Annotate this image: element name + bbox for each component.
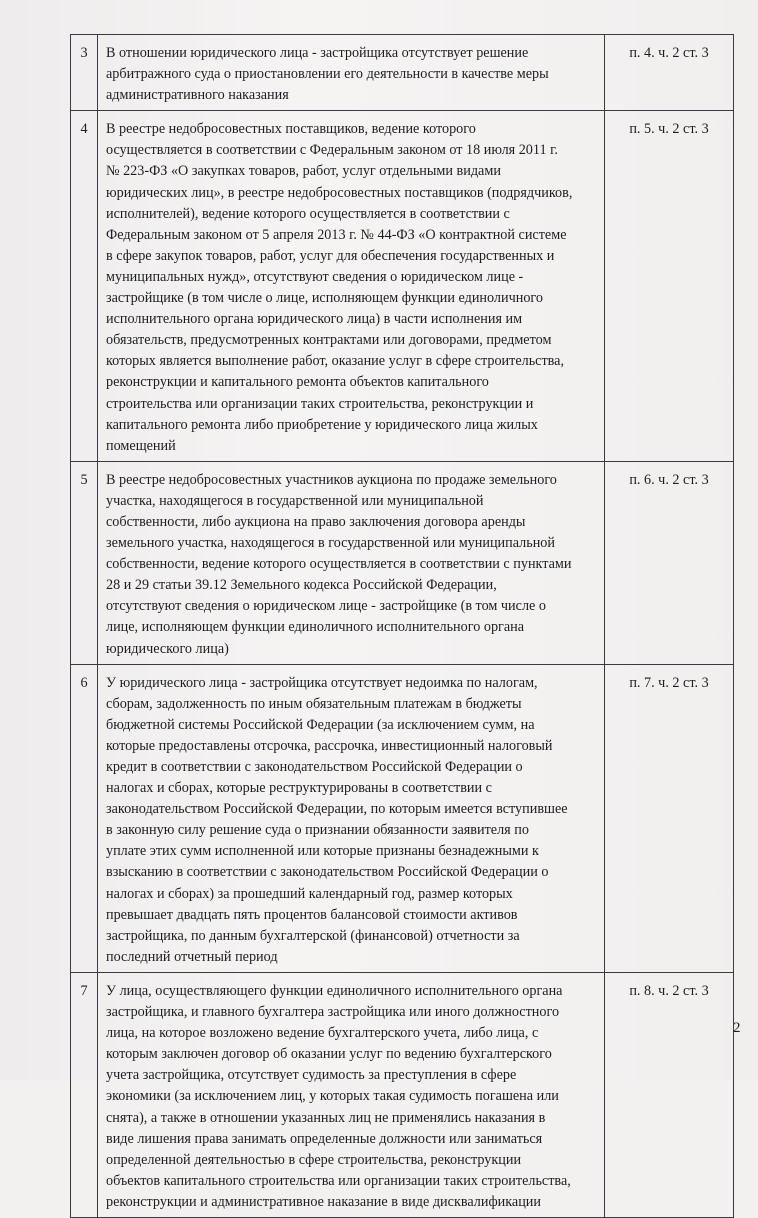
law-reference: п. 8. ч. 2 ст. 3 [605,972,734,1217]
requirement-text [98,664,605,972]
requirement-text [98,461,605,664]
text-line: застройщика, и главного бухгалтера застройщика или иного должностного [106,1004,560,1021]
text-line: У юридического лица - застройщика отсутствует недоимка по налогам, [106,674,538,691]
text-line: юридических лиц», в реестре недобросовестных поставщиков (подрядчиков, [106,184,573,201]
page-number: 2 [733,1020,741,1036]
text-line: реконструкции и административное наказание в виде дисквалификации [106,1193,541,1210]
text-line: исполнителей), ведение которого осуществляется в соответствии с [106,205,510,222]
text-line: экономики (за исключением лиц, у которых такая судимость погашена или [106,1088,559,1105]
row-number: 3 [71,35,98,111]
text-line: налогах и сборах) за прошедший календарный год, размер которых [106,885,513,902]
table-row [71,461,734,664]
text-line: земельного участка, находящегося в государственной или муниципальной [106,535,555,552]
text-line: превышает двадцать пять процентов балансовой стоимости активов [106,906,518,923]
law-reference: п. 6. ч. 2 ст. 3 [605,461,734,664]
text-line: законодательством Российской Федерации, по которым имеется вступившее [106,801,568,818]
row-number: 4 [71,111,98,462]
requirement-text [98,35,605,111]
text-line: строительства или организации таких строительства, реконструкции и [106,395,534,412]
text-line: У лица, осуществляющего функции единоличного исполнительного органа [106,982,563,999]
text-line: взысканию в соответствии с законодательством Российской Федерации о [106,864,549,881]
requirement-text [98,972,605,1217]
text-line: капитального ремонта либо приобретение у юридического лица жилых [106,416,538,433]
row-number: 6 [71,664,98,972]
row-number: 5 [71,461,98,664]
text-line: учета застройщика, отсутствует судимость за преступления в сфере [106,1067,517,1084]
text-line: 28 и 29 статьи 39.12 Земельного кодекса Российской Федерации, [106,577,497,594]
text-line: отсутствуют сведения о юридическом лице - застройщике (в том числе о [106,598,546,615]
law-reference: п. 5. ч. 2 ст. 3 [605,111,734,462]
text-line: объектов капитального строительства или организации таких строительства, [106,1172,571,1189]
text-line: осуществляется в соответствии с Федеральным законом от 18 июля 2011 г. [106,142,558,159]
row-number: 7 [71,972,98,1217]
text-line: сборам, задолженность по иным обязательным платежам в бюджеты [106,695,522,712]
text-line: которых является выполнение работ, оказание услуг в сфере строительства, [106,353,565,370]
text-line: лица, на которое возложено ведение бухгалтерского учета, либо лица, с [106,1025,539,1042]
text-line: собственности, ведение которого осуществляется в соответствии с пунктами [106,556,572,573]
text-line: Федеральным законом от 5 апреля 2013 г. № 44-ФЗ «О контрактной системе [106,226,567,243]
text-line: муниципальных нужд», отсутствуют сведения о юридическом лице - [106,268,524,285]
text-line: собственности, либо аукциона на право заключения договора аренды [106,513,526,530]
text-line: В отношении юридического лица - застройщика отсутствует решение [106,45,529,61]
text-line: помещений [106,437,176,454]
text-line: юридического лица) [106,640,229,657]
text-line: реконструкции и капитального ремонта объектов капитального [106,374,489,391]
text-line: снята), а также в отношении указанных лиц не применялись наказания в [106,1109,546,1126]
text-line: которые предоставлены отсрочка, рассрочка, инвестиционный налоговый [106,737,553,754]
text-line: в законную силу решение суда о признании обязанности заявителя по [106,822,529,839]
table-row [71,972,734,1217]
text-line: участка, находящегося в государственной или муниципальной [106,492,484,509]
text-line: в сфере закупок товаров, работ, услуг для обеспечения государственных и [106,247,555,264]
requirement-text [98,111,605,462]
requirements-table [70,34,734,1218]
text-line: № 223-ФЗ «О закупках товаров, работ, услуг отдельными видами [106,163,501,180]
text-line: В реестре недобросовестных участников аукциона по продаже земельного [106,471,557,488]
text-line: обязательств, предусмотренных контрактами или договорами, предметом [106,332,552,349]
text-line: застройщике (в том числе о лице, исполняющем функции единоличного [106,290,543,307]
table-row [71,111,734,462]
text-line: застройщика, по данным бухгалтерской (финансовой) отчетности за [106,927,520,944]
law-reference: п. 7. ч. 2 ст. 3 [605,664,734,972]
text-line: арбитражного суда о приостановлении его деятельности в качестве меры [106,66,549,83]
table-row [71,664,734,972]
law-reference: п. 4. ч. 2 ст. 3 [605,35,734,111]
text-line: которым заключен договор об оказании услуг по ведению бухгалтерского [106,1046,552,1063]
text-line: исполнительного органа юридического лица) в части исполнения им [106,311,523,328]
text-line: последний отчетный период [106,948,278,965]
text-line: административного наказания [106,87,289,104]
text-line: определенной деятельностью в сфере строительства, реконструкции [106,1151,522,1168]
text-line: В реестре недобросовестных поставщиков, ведение которого [106,121,476,138]
text-line: кредит в соответствии с законодательством Российской Федерации о [106,759,523,775]
table-row [71,35,734,111]
text-line: бюджетной системы Российской Федерации (за исключением сумм, на [106,716,535,733]
text-line: налогах и сборах, которые реструктурированы в соответствии с [106,780,492,797]
text-line: уплате этих сумм исполненной или которые признаны безнадежными к [106,843,539,860]
text-line: виде лишения права занимать определенные должности или заниматься [106,1130,543,1147]
text-line: лице, исполняющем функции единоличного исполнительного органа [106,619,525,636]
